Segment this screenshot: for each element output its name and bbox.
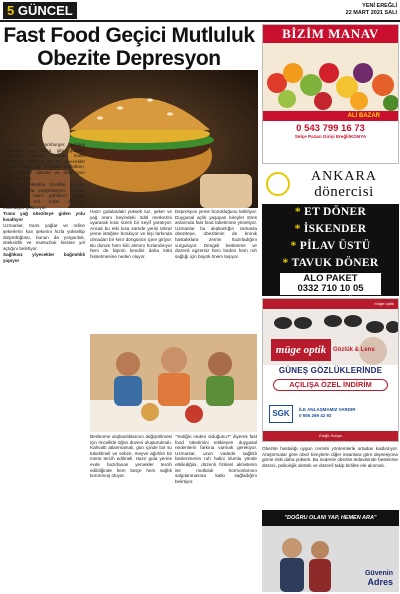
article-column-4 (262, 446, 398, 506)
doner-order-label: ALO PAKET (303, 273, 358, 284)
menu-item (262, 221, 399, 238)
sgk-agreement: İLE ANLAŞMAMIZ VARDIR (299, 407, 356, 412)
col1-paragraph: Fast food tüketimi özellikle gençler arasında hızla yaygınlaşıyor. Yapılan araştırmalar hazır gıdaların yoğun tüketiminin ruh halini olumsuz etkilediğini gösteriyor. (3, 182, 85, 210)
doner-address-line-1 (262, 295, 399, 296)
optik-subtitle: Gözlük & Lens (333, 347, 375, 353)
ad-bottom-slogan: "DOĞRU OLANI YAP, HEMEN ARA" (262, 510, 399, 526)
brand-line-2: Adres (367, 577, 393, 587)
star-icon: * (290, 240, 300, 252)
col2b-text: Beslenme alışkanlıklarının değiştirilmesi için öncelikle öğün düzeni oluşturulmalı. Kahvaltı atlanmamalı, gün içinde bol su tüketilmeli ve sebze, meyve ağırlıklı bir menü tercih edilmeli. Hazır gıda yerine evde hazırlanan yemekler tercih edildiğinde hem bütçe hem sağlık korunmuş oluyor. (90, 434, 172, 479)
paper-name: YENİ EREĞLİ (362, 3, 397, 9)
section-number: 5 (7, 3, 15, 18)
col3b-text: "Yediğin neden olduğunu?" diyerek fast food tüketimini tetikleyen duygusal nedenlerin farkına varmak gerekiyor. Uzmanlar, uzun vadede sağlıklı beslenmenin ruh halini olumlu yönde etkilediğini, düzenli fiziksel aktivitenin ise mutluluk hormonlarının salgılanmasına katkı sağladığını belirtiyor. (175, 434, 257, 484)
doner-title (290, 169, 398, 201)
produce-photo (263, 43, 398, 111)
menu-item-label: TAVUK DÖNER (291, 257, 379, 269)
optik-display (263, 309, 398, 365)
optik-logo: müge optik (271, 339, 331, 361)
article-column-2-bottom (90, 434, 172, 592)
doner-header (262, 166, 399, 204)
col1-subheading: Trans yağ obeziteye giden yolu kısaltıyor (3, 211, 85, 222)
menu-item-label: İSKENDER (303, 223, 367, 235)
col1-paragraph: Pek çok insan hamburger, patates kızartması ve pizza gibi gıdaları tüketmeyi zaman kendini mutlu hissettiğini belirtse de bu yiyecekler aslında geçici bir mutluluk sağlarken, uzun vadede obezite ve depresyon riskini artırıyor. (3, 142, 85, 181)
article-column-3-bottom (175, 434, 257, 592)
headline-line-1: Fast Food Geçici Mutluluk (3, 24, 255, 47)
manav-phone[interactable]: 0 543 799 16 73 (296, 123, 365, 134)
produce-illustration (263, 43, 398, 111)
family-illustration (90, 334, 257, 432)
article-column-2 (90, 209, 172, 332)
issue-date: 22 MART 2021 SALI (345, 10, 397, 16)
star-icon: * (294, 206, 305, 218)
menu-item (262, 204, 399, 221)
optik-top-strip: müge optik (263, 299, 398, 309)
family-photo (90, 334, 257, 432)
ad-bizim-manav (262, 24, 399, 164)
doner-order-box[interactable] (280, 273, 381, 295)
sgk-text (299, 407, 356, 419)
brand-line-1: Güvenin (364, 570, 393, 577)
col1-paragraph: Uzmanlar, trans yağlar ve rafine şekerlerin kan şekerini hızla yükseltip düşürdüğünü, bunun da yorgunluk, isteksizlik ve mutsuzluk hissine yol açtığını belirtiyor. (3, 223, 85, 251)
col2-text: Hazır gıdalardaki yüksek tuz, şeker ve yağ oranı beyindeki ödül merkezini uyararak kısa süreli bir keyif yaratıyor. Ancak bu etki kısa sürede yerini tekrar yeme isteğine bırakıyor ve kişi farkında olmadan bir kısır döngünün içine giriyor. Bu durum hem kilo alımını hızlandırıyor hem de kişinin kendini daha kötü hissetmesine neden oluyor. (90, 209, 172, 259)
ad-bottom-brand (365, 570, 393, 586)
section-tag (3, 2, 77, 19)
doner-phone: 0332 710 10 05 (297, 283, 364, 294)
col3-text: Depresyon yeme bozukluğunu tetikliyor. Duygusal açlık yaşayan bireyler stres anlarında fast food tüketimine yöneliyor. Uzmanlar bu alışkanlığın zamanla obeziteye, obezitenin de kronik hastalıklara zemin hazırladığını vurguluyor. Dengeli beslenme ve düzenli egzersiz hem beden hem ruh sağlığı için büyük önem taşıyor. (175, 209, 257, 259)
menu-item-label: ET DÖNER (304, 206, 367, 218)
manav-title: BİZİM MANAV (263, 25, 398, 43)
section-name: GÜNCEL (17, 3, 73, 18)
doner-name-line-1: ANKARA (311, 169, 377, 184)
masthead (0, 0, 400, 22)
menu-item-label: PİLAV ÜSTÜ (299, 240, 371, 252)
ad-bottom-banner (262, 510, 399, 592)
col4-text: Obezite hastalığı uygun cerrahi yöntemlerle ortadan kaldırılıyor. Araştırmalar göre obez bireylerin diğer insanlara göre depresyona girme riski daha yüksek. Bu nedenle obezite tedavisinde beslenme düzeni, psikolojik destek ve düzenli takip birlikte ele alınmalı. (262, 446, 398, 468)
col1-subheading: Sağlıksız yiyecekler bağımlılık yapıyor (3, 252, 85, 263)
doner-logo-icon (266, 172, 290, 196)
sgk-logo: SGK (269, 405, 293, 423)
optik-sgk-block (269, 405, 394, 425)
manav-bazar-label: ALİ BAZAR (263, 111, 398, 121)
article-column-3 (175, 209, 257, 332)
manav-address: Selçe Pazarı Girişi Ereğli/KONYA (294, 134, 367, 139)
ad-ankara-donercisi (262, 166, 399, 296)
menu-item (262, 238, 399, 255)
ad-muge-optik (262, 298, 399, 442)
article-column-1 (3, 142, 85, 592)
doner-name-line-2: dönercisi (314, 184, 374, 200)
optik-phone[interactable]: 0 555 269 42 92 (299, 413, 332, 418)
headline-line-2: Obezite Depresyon (37, 47, 221, 70)
optik-slogan-1: GÜNEŞ GÖZLÜKLERİNDE (263, 365, 398, 377)
star-icon: * (294, 223, 304, 235)
star-icon: * (282, 257, 292, 269)
optik-footer: Ereğli, Konya (263, 431, 398, 441)
optik-slogan-2: AÇILIŞA ÖZEL İNDİRİM (273, 379, 388, 391)
menu-item (262, 255, 399, 272)
paper-info (346, 3, 397, 17)
